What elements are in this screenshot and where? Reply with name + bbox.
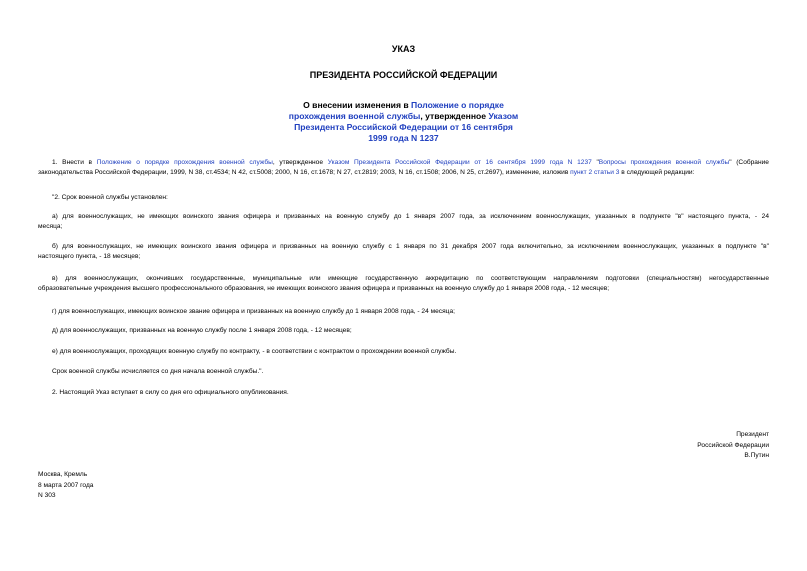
- paragraph-2: "2. Срок военной службы установлен:: [52, 194, 168, 201]
- p1-text: законодательства Российской Федерации, 1999, N 38, ст.4534; N 42, ст.5008; 2000, N 16, ст.1678; N 27, ст.2819; 2003, N 16, ст.1508; 2006, N 25, ст.2697), изменение, изложив: [38, 169, 571, 176]
- p1-text: , утвержденное: [272, 159, 328, 166]
- p1-text: ": [591, 159, 599, 166]
- subparagraph-v-line: образовательные учреждения высшего профессионального образования, не имеющих воинского звания офицера и призванных на военную службу до 1 января 2008 года, - 12 месяцев;: [38, 285, 610, 292]
- place-date-block: [38, 470, 93, 502]
- subparagraph-e: е) для военнослужащих, проходящих военную службу по контракту, - в соответствии с контрактом о прохождении военной службы.: [52, 348, 457, 355]
- decree-link-cont[interactable]: Президента Российской Федерации от 16 сентября: [294, 122, 513, 132]
- heading-text: , утвержденное: [420, 111, 489, 121]
- regulation-link-cont[interactable]: прохождения военной службы: [288, 111, 421, 121]
- place: Москва, Кремль: [38, 471, 88, 478]
- signature-title: Президент: [736, 431, 769, 438]
- subparagraph-a-line: а) для военнослужащих, не имеющих воинского звания офицера и призванных на военную службу до 1 января 2007 года, за исключением военнослужащих, указанных в подпункте "в" настоящего пункта, - 24: [52, 213, 769, 220]
- service-term-note: Срок военной службы исчисляется со дня начала военной службы.".: [52, 368, 264, 375]
- paragraph-1: [38, 158, 769, 178]
- heading-text: О внесении изменения в: [303, 100, 412, 110]
- signature-country: Российской Федерации: [697, 441, 769, 449]
- subparagraph-a-line: месяца;: [38, 223, 63, 230]
- doc-title: УКАЗ: [391, 44, 416, 54]
- p1-text: в следующей редакции:: [619, 169, 695, 176]
- article-link[interactable]: пункт 2 статьи 3: [570, 169, 620, 176]
- subparagraph-b-line: б) для военнослужащих, не имеющих воинского звания офицера и призванных на военную службу с 1 января по 31 декабря 2007 года включительно, за исключением военнослужащих, указанных в подпункте "в": [52, 243, 769, 250]
- p1-text: 1. Внести в: [52, 159, 97, 166]
- signature-name: В.Путин: [744, 452, 769, 459]
- decree-number: N 303: [38, 492, 56, 499]
- subparagraph-v-line: в) для военнослужащих, окончивших государственные, муниципальные или имеющие государственную аккредитацию по соответствующим направлениям подготовки (специальностям) негосударственные: [52, 275, 769, 282]
- decree-link[interactable]: Указом: [488, 111, 519, 121]
- date: 8 марта 2007 года: [38, 481, 94, 489]
- doc-heading: [38, 100, 769, 144]
- decree-link[interactable]: Указом Президента Российской Федерации от 16 сентября 1999 года N 1237: [327, 159, 592, 166]
- subparagraph-d: д) для военнослужащих, призванных на военную службу после 1 января 2008 года, - 12 месяцев;: [52, 327, 352, 334]
- subparagraph-b: [38, 242, 769, 262]
- subparagraph-g: г) для военнослужащих, имеющих воинское звание офицера и призванных на военную службу до 1 января 2008 года, - 24 месяца;: [52, 308, 455, 315]
- subparagraph-v: [38, 274, 769, 294]
- p1-text: " (Собрание: [729, 159, 769, 166]
- subparagraph-a: [38, 212, 769, 232]
- regulation-link[interactable]: Положение о порядке: [411, 100, 504, 110]
- decree-name-link[interactable]: Вопросы прохождения военной службы: [598, 159, 730, 166]
- doc-subtitle: ПРЕЗИДЕНТА РОССИЙСКОЙ ФЕДЕРАЦИИ: [309, 70, 498, 80]
- subparagraph-b-line: настоящего пункта, - 18 месяцев;: [38, 253, 141, 260]
- regulation-link[interactable]: Положение о порядке прохождения военной службы: [96, 159, 273, 166]
- paragraph-3: 2. Настоящий Указ вступает в силу со дня его официального опубликования.: [52, 389, 289, 396]
- decree-link-end[interactable]: 1999 года N 1237: [368, 133, 439, 143]
- signature-block: [569, 430, 769, 462]
